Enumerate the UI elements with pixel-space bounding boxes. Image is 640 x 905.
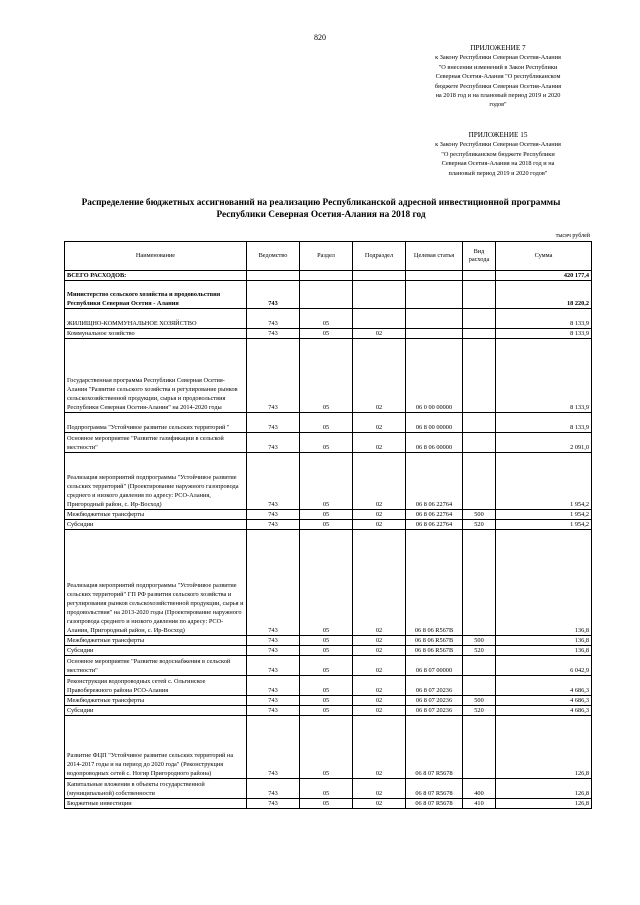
row-subsection: 02 xyxy=(353,676,406,696)
row-section xyxy=(300,281,353,309)
row-subsection: 02 xyxy=(353,510,406,520)
row-section: 05 xyxy=(300,413,353,433)
appendix-15-block xyxy=(393,131,603,178)
row-target-article xyxy=(406,309,463,329)
row-name: Бюджетные инвестиции xyxy=(65,799,247,809)
row-section: 05 xyxy=(300,779,353,799)
page-number: 820 xyxy=(314,33,326,42)
header-department: Ведомство xyxy=(247,242,300,271)
row-expense-type xyxy=(463,413,496,433)
row-department: 743 xyxy=(247,339,300,413)
row-expense-type xyxy=(463,309,496,329)
table-body xyxy=(65,271,592,809)
table-row xyxy=(65,271,592,281)
row-expense-type xyxy=(463,281,496,309)
appendix-15-line: "О республиканском бюджете Республики xyxy=(441,150,555,158)
table-row xyxy=(65,453,592,510)
row-expense-type xyxy=(463,329,496,339)
table-row xyxy=(65,281,592,309)
row-subsection: 02 xyxy=(353,716,406,779)
row-name: Основное мероприятие "Развитие газификации в сельской местности" xyxy=(65,433,247,453)
row-sum: 1 954,2 xyxy=(496,510,592,520)
table-row xyxy=(65,636,592,646)
table-row xyxy=(65,696,592,706)
header-expense-type: Вид расхода xyxy=(463,242,496,271)
row-sum: 126,8 xyxy=(496,799,592,809)
row-target-article: 06 8 06 R567В xyxy=(406,646,463,656)
document-title: Распределение бюджетных ассигнований на реализацию Республиканской адресной инвестиционной программы Республики Северная Осетия-Алания на 2018 год xyxy=(81,198,561,220)
row-section: 05 xyxy=(300,676,353,696)
row-section: 05 xyxy=(300,433,353,453)
row-sum: 4 686,3 xyxy=(496,706,592,716)
appendix-7-line: к Закону Республики Северная Осетия-Алания xyxy=(435,54,561,62)
row-section: 05 xyxy=(300,696,353,706)
row-section: 05 xyxy=(300,656,353,676)
row-expense-type: 520 xyxy=(463,706,496,716)
row-section: 05 xyxy=(300,520,353,530)
row-name: Основное мероприятие "Развитие водоснабжения в сельской местности" xyxy=(65,656,247,676)
table-row xyxy=(65,779,592,799)
row-expense-type xyxy=(463,339,496,413)
row-subsection: 02 xyxy=(353,413,406,433)
row-name: Реализация мероприятий подпрограммы "Устойчивое развитие сельских территорий" ГП РФ развития сельского хозяйства и регулирования рынков сельскохозяйственной продукции, сырья и продовольствия" на 2013-2020 годы (Проектирование наружного газопровода среднего и низкого давления по адресу: РСО-Алания, Пригородный район, с. Ир-Восход) xyxy=(65,530,247,636)
row-department: 743 xyxy=(247,281,300,309)
units-label: тысяч рублей xyxy=(555,233,590,239)
row-subsection: 02 xyxy=(353,453,406,510)
row-expense-type xyxy=(463,530,496,636)
row-name: Субсидии xyxy=(65,706,247,716)
appendix-15-line: Северная Осетия-Алания на 2018 год и на xyxy=(441,160,555,168)
row-section xyxy=(300,271,353,281)
row-expense-type xyxy=(463,433,496,453)
row-expense-type: 500 xyxy=(463,636,496,646)
row-name: Подпрограмма "Устойчивое развитие сельских территорий " xyxy=(65,413,247,433)
row-sum: 8 133,9 xyxy=(496,329,592,339)
row-subsection xyxy=(353,281,406,309)
row-name: ЖИЛИЩНО-КОММУНАЛЬНОЕ ХОЗЯЙСТВО xyxy=(65,309,247,329)
row-section: 05 xyxy=(300,309,353,329)
table-row xyxy=(65,706,592,716)
row-name: Развитие ФЦП "Устойчивое развитие сельских территорий на 2014-2017 годы и на период до 2020 года" (Реконструкция водопроводных сетей с. Ногир Пригородного района) xyxy=(65,716,247,779)
row-subsection xyxy=(353,271,406,281)
row-expense-type xyxy=(463,676,496,696)
row-sum: 126,8 xyxy=(496,716,592,779)
row-department: 743 xyxy=(247,656,300,676)
row-subsection: 02 xyxy=(353,779,406,799)
row-sum: 1 954,2 xyxy=(496,453,592,510)
table-row xyxy=(65,510,592,520)
appendix-15-line: к Закону Республики Северная Осетия-Алания xyxy=(435,141,561,149)
row-name: Государственная программа Республики Северная Осетия-Алания "Развитие сельского хозяйства и регулирование рынков сельскохозяйственной продукции, сырья и продовольствия Республики Северная Осетия-Алания" на 2014-2020 годы xyxy=(65,339,247,413)
row-sum: 2 091,0 xyxy=(496,433,592,453)
row-expense-type: 400 xyxy=(463,779,496,799)
row-name: Министерство сельского хозяйства и продовольствия Республики Северная Осетия - Алания xyxy=(65,281,247,309)
table-row xyxy=(65,520,592,530)
row-subsection: 02 xyxy=(353,433,406,453)
row-department: 743 xyxy=(247,706,300,716)
row-sum: 6 042,9 xyxy=(496,656,592,676)
row-subsection: 02 xyxy=(353,636,406,646)
row-expense-type xyxy=(463,271,496,281)
table-row xyxy=(65,413,592,433)
row-name: Коммунальное хозяйство xyxy=(65,329,247,339)
row-target-article: 06 0 00 00000 xyxy=(406,339,463,413)
row-sum: 8 133,9 xyxy=(496,413,592,433)
row-sum: 4 686,3 xyxy=(496,696,592,706)
row-department: 743 xyxy=(247,520,300,530)
row-section: 05 xyxy=(300,339,353,413)
appendix-7-block xyxy=(393,44,603,110)
row-subsection: 02 xyxy=(353,530,406,636)
row-subsection: 02 xyxy=(353,656,406,676)
header-name: Наименование xyxy=(65,242,247,271)
row-subsection: 02 xyxy=(353,799,406,809)
header-sum: Сумма xyxy=(496,242,592,271)
row-expense-type xyxy=(463,656,496,676)
row-target-article xyxy=(406,271,463,281)
table-row xyxy=(65,329,592,339)
header-target-article: Целевая статья xyxy=(406,242,463,271)
row-target-article: 06 8 07 00000 xyxy=(406,656,463,676)
row-section: 05 xyxy=(300,636,353,646)
row-expense-type xyxy=(463,453,496,510)
table-row xyxy=(65,530,592,636)
row-section: 05 xyxy=(300,799,353,809)
row-expense-type: 410 xyxy=(463,799,496,809)
row-department: 743 xyxy=(247,433,300,453)
row-target-article: 06 8 07 R5678 xyxy=(406,799,463,809)
row-target-article: 06 8 07 20236 xyxy=(406,706,463,716)
row-section: 05 xyxy=(300,453,353,510)
row-target-article: 06 8 06 22764 xyxy=(406,510,463,520)
row-subsection: 02 xyxy=(353,646,406,656)
row-name: ВСЕГО РАСХОДОВ: xyxy=(65,271,247,281)
appendix-7-line: "О внесении изменений в Закон Республики xyxy=(438,63,558,71)
row-target-article: 06 8 06 22764 xyxy=(406,520,463,530)
header-section: Раздел xyxy=(300,242,353,271)
appendix-15-line: плановый период 2019 и 2020 годов" xyxy=(448,169,548,177)
row-name: Реконструкция водопроводных сетей с. Ольгинское Правобережного района РСО-Алания xyxy=(65,676,247,696)
row-subsection: 02 xyxy=(353,696,406,706)
budget-table xyxy=(64,241,592,809)
table-row xyxy=(65,433,592,453)
row-expense-type xyxy=(463,716,496,779)
row-target-article xyxy=(406,329,463,339)
row-department: 743 xyxy=(247,799,300,809)
row-department: 743 xyxy=(247,676,300,696)
appendix-7-line: Северная Осетия-Алания "О республиканском xyxy=(435,73,561,81)
row-department xyxy=(247,271,300,281)
row-target-article xyxy=(406,281,463,309)
row-section: 05 xyxy=(300,530,353,636)
row-department: 743 xyxy=(247,716,300,779)
row-name: Межбюджетные трансферты xyxy=(65,636,247,646)
table-row xyxy=(65,716,592,779)
row-department: 743 xyxy=(247,329,300,339)
appendix-7-line: годов" xyxy=(489,101,507,109)
row-sum: 420 177,4 xyxy=(496,271,592,281)
row-name: Капитальные вложения в объекты государственной (муниципальной) собственности xyxy=(65,779,247,799)
row-department: 743 xyxy=(247,413,300,433)
row-department: 743 xyxy=(247,309,300,329)
row-target-article: 06 8 06 00000 xyxy=(406,433,463,453)
row-sum: 136,8 xyxy=(496,530,592,636)
row-name: Межбюджетные трансферты xyxy=(65,510,247,520)
appendix-7-title: ПРИЛОЖЕНИЕ 7 xyxy=(470,44,526,52)
row-subsection: 02 xyxy=(353,329,406,339)
table-row xyxy=(65,656,592,676)
row-sum: 136,8 xyxy=(496,646,592,656)
row-expense-type: 500 xyxy=(463,510,496,520)
table-row xyxy=(65,799,592,809)
row-subsection: 02 xyxy=(353,520,406,530)
table-row xyxy=(65,676,592,696)
row-sum: 4 686,3 xyxy=(496,676,592,696)
table-header-row xyxy=(65,242,592,271)
row-expense-type: 520 xyxy=(463,520,496,530)
row-department: 743 xyxy=(247,453,300,510)
row-target-article: 06 8 07 R5678 xyxy=(406,779,463,799)
row-section: 05 xyxy=(300,706,353,716)
appendix-7-line: на 2018 год и на плановый период 2019 и 2020 xyxy=(435,92,561,100)
row-subsection xyxy=(353,309,406,329)
header-subsection: Подраздел xyxy=(353,242,406,271)
row-expense-type: 520 xyxy=(463,646,496,656)
table-row xyxy=(65,646,592,656)
row-department: 743 xyxy=(247,646,300,656)
row-target-article: 06 8 07 20236 xyxy=(406,696,463,706)
row-target-article: 06 8 07 R5678 xyxy=(406,716,463,779)
row-name: Реализация мероприятий подпрограммы "Устойчивое развитие сельских территорий" (Проектирование наружного газопровода среднего и низкого давления по адресу: РСО-Алания, Пригородный район, с. Ир-Восход) xyxy=(65,453,247,510)
row-target-article: 06 8 06 R567В xyxy=(406,530,463,636)
row-target-article: 06 8 06 22764 xyxy=(406,453,463,510)
row-name: Субсидии xyxy=(65,520,247,530)
appendix-15-title: ПРИЛОЖЕНИЕ 15 xyxy=(468,131,528,139)
table-row xyxy=(65,309,592,329)
row-expense-type: 500 xyxy=(463,696,496,706)
row-sum: 1 954,2 xyxy=(496,520,592,530)
row-section: 05 xyxy=(300,716,353,779)
row-department: 743 xyxy=(247,779,300,799)
row-target-article: 06 8 00 00000 xyxy=(406,413,463,433)
row-department: 743 xyxy=(247,636,300,646)
row-subsection: 02 xyxy=(353,706,406,716)
row-sum: 126,8 xyxy=(496,779,592,799)
row-sum: 136,8 xyxy=(496,636,592,646)
row-sum: 8 133,9 xyxy=(496,309,592,329)
row-name: Субсидии xyxy=(65,646,247,656)
row-target-article: 06 8 06 R567В xyxy=(406,636,463,646)
appendix-7-line: бюджете Республики Северная Осетия-Алания xyxy=(434,82,562,90)
row-department: 743 xyxy=(247,530,300,636)
row-section: 05 xyxy=(300,646,353,656)
row-sum: 18 220,2 xyxy=(496,281,592,309)
row-target-article: 06 8 07 20236 xyxy=(406,676,463,696)
row-section: 05 xyxy=(300,510,353,520)
row-section: 05 xyxy=(300,329,353,339)
table-row xyxy=(65,339,592,413)
row-name: Межбюджетные трансферты xyxy=(65,696,247,706)
row-department: 743 xyxy=(247,510,300,520)
row-subsection: 02 xyxy=(353,339,406,413)
row-department: 743 xyxy=(247,696,300,706)
row-sum: 8 133,9 xyxy=(496,339,592,413)
